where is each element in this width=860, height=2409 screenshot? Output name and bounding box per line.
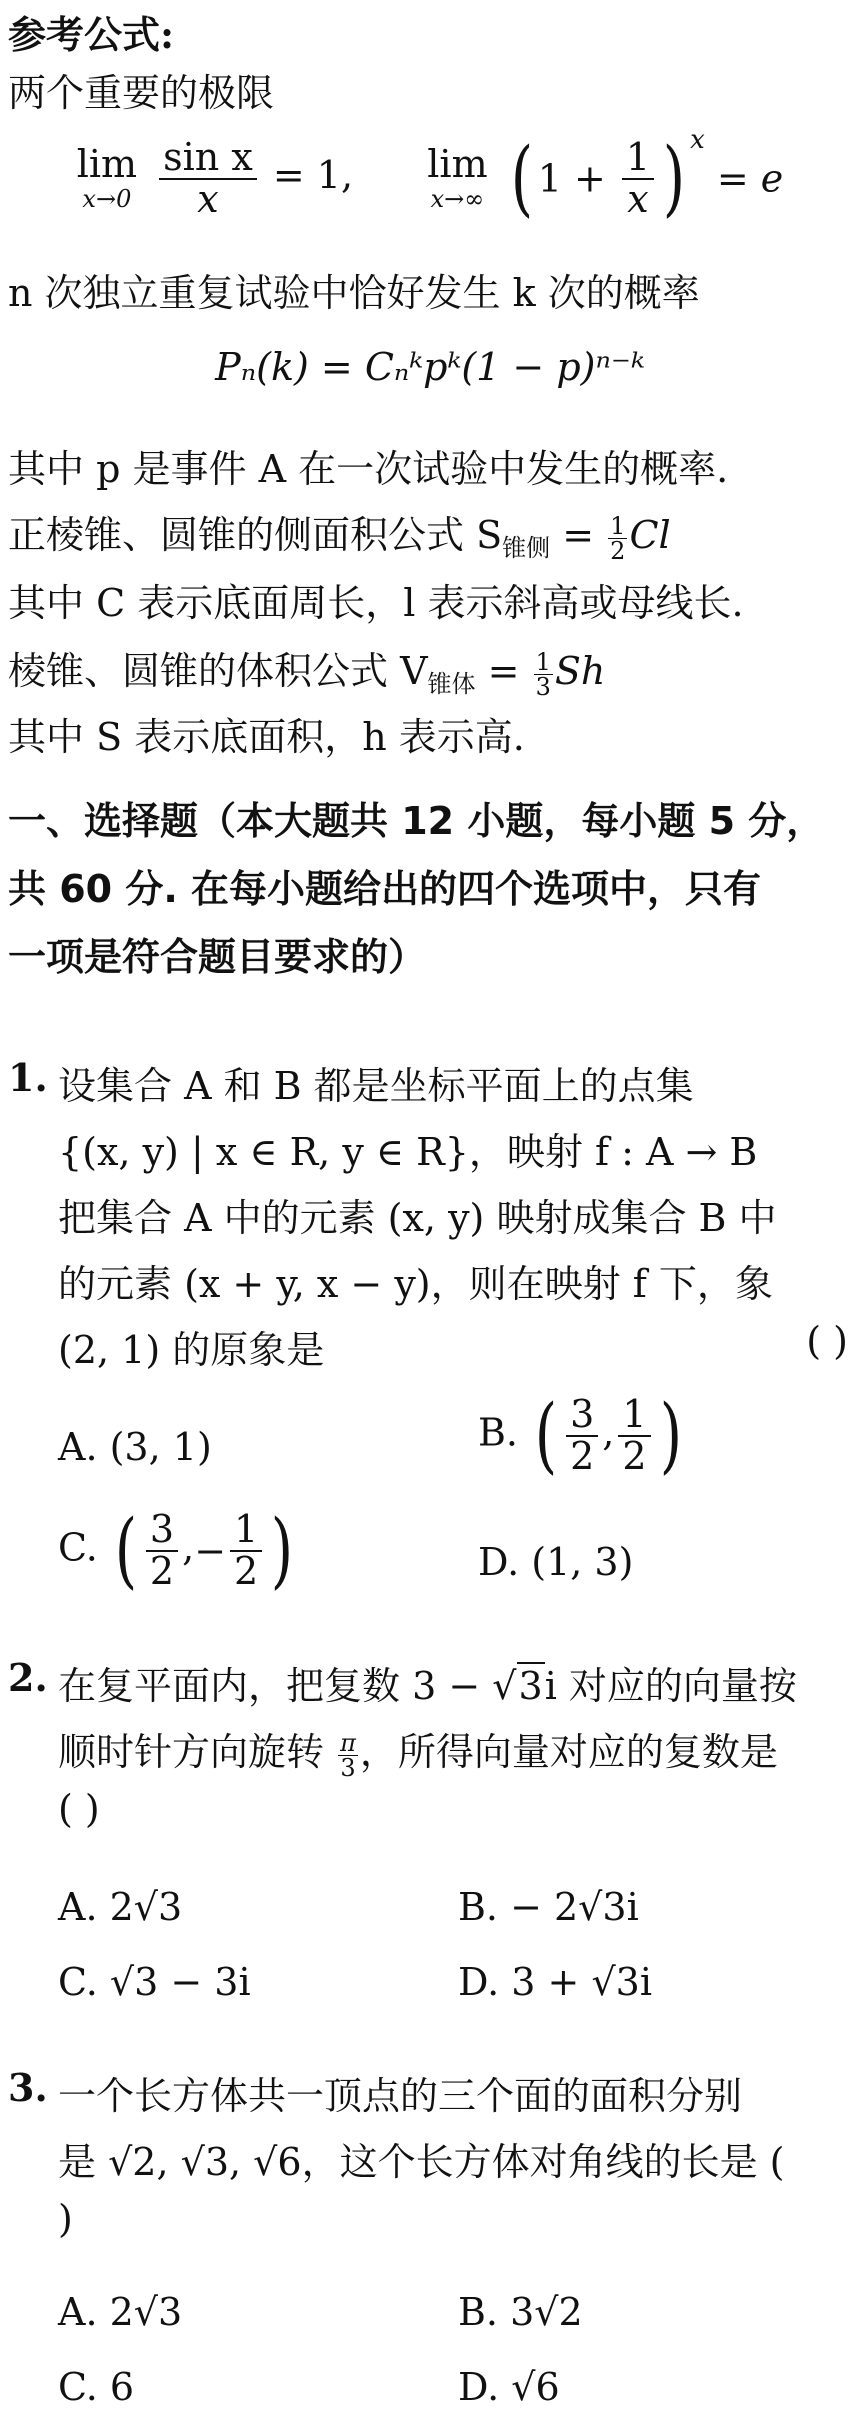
binomial-note: 其中 p 是事件 A 在一次试验中发生的概率. [8, 447, 729, 491]
lateral-tail: Cl [629, 513, 671, 557]
option-d[interactable]: D. √6 [458, 2365, 560, 2409]
option-a[interactable]: A. 2√3 [58, 2290, 183, 2334]
lim2-exponent: x [690, 125, 705, 155]
lateral-eq: = [562, 513, 595, 557]
lateral-text: 正棱锥、圆锥的侧面积公式 S [8, 513, 503, 557]
lim1-rhs: = 1, [272, 153, 354, 197]
lateral-note: 其中 C 表示底面周长，l 表示斜高或母线长. [8, 581, 744, 625]
volume-eq: = [487, 649, 520, 693]
binomial-title: n 次独立重复试验中恰好发生 k 次的概率 [8, 271, 700, 315]
formulas-heading: 参考公式: [8, 12, 175, 57]
q2-line2-b: ，所得向量对应的复数是 [359, 1730, 778, 1774]
binomial-formula: Pₙ(k) = Cₙᵏpᵏ(1 − p)ⁿ⁻ᵏ [215, 345, 645, 389]
lateral-sub: 锥侧 [502, 534, 551, 562]
question-line: 是 √2, √3, √6，这个长方体对角线的长是 ( [58, 2140, 785, 2184]
question-line: (2, 1) 的原象是 [58, 1328, 325, 1372]
lim2-word: lim [427, 142, 488, 187]
option-c-den1: 2 [149, 1549, 175, 1593]
question-line: {(x, y) | x ∈ R, y ∈ R}，映射 f : A → B [58, 1130, 758, 1174]
question-number: 2. [8, 1655, 48, 1700]
option-c-num2: 1 [230, 1510, 262, 1552]
lateral-area-formula [8, 504, 671, 563]
option-b-num2: 1 [618, 1395, 650, 1437]
lim1-fraction [159, 134, 257, 221]
q2-angle-den: 3 [340, 1754, 356, 1782]
q2-line1-a: 在复平面内，把复数 3 − [58, 1664, 481, 1708]
option-d[interactable]: D. (1, 3) [478, 1540, 634, 1584]
volume-tail: Sh [554, 649, 606, 693]
volume-fraction [534, 650, 553, 699]
lim1-word: lim [76, 142, 138, 187]
question-number: 1. [8, 1055, 48, 1100]
volume-numerator: 1 [535, 648, 551, 676]
question-line [58, 1721, 778, 1780]
question-number: 3. [8, 2065, 48, 2110]
option-b-den1: 2 [570, 1434, 595, 1478]
option-c[interactable]: C. 6 [58, 2365, 135, 2409]
option-b[interactable]: B. − 2√3i [458, 1885, 639, 1929]
option-b-den2: 2 [622, 1434, 647, 1478]
lim2-fraction [622, 134, 654, 221]
lim1-operator [77, 144, 137, 212]
option-c-label: C. [58, 1525, 98, 1570]
option-d[interactable]: D. 3 + √3i [458, 1960, 652, 2004]
question-3 [8, 2065, 848, 2409]
volume-denominator: 3 [535, 673, 551, 701]
answer-blank[interactable]: ( ) [806, 1319, 848, 1363]
option-b-num1: 3 [566, 1395, 598, 1437]
volume-sub: 锥体 [427, 670, 476, 698]
volume-formula [8, 640, 605, 699]
volume-note: 其中 S 表示底面积，h 表示高. [8, 715, 525, 759]
option-a[interactable]: A. (3, 1) [58, 1425, 212, 1469]
option-c[interactable]: C. ( $\frac{3}{2}$ ,− $\frac{1}{2}$ ) [58, 1503, 294, 1598]
option-c-den2: 2 [234, 1549, 259, 1593]
question-line: 设集合 A 和 B 都是坐标平面上的点集 [58, 1064, 694, 1108]
question-line: 一个长方体共一顶点的三个面的面积分别 [58, 2074, 743, 2118]
answer-blank[interactable]: ( ) [58, 1787, 100, 1831]
lim2-numerator: 1 [622, 138, 654, 180]
option-b-label: B. [478, 1410, 519, 1455]
option-c[interactable]: C. √3 − 3i [58, 1960, 251, 2004]
question-line: 在复平面内，把复数 3 − √3i 对应的向量按 [58, 1664, 797, 1708]
option-c-num1: 3 [146, 1510, 178, 1552]
lim2-sub: x→∞ [430, 185, 485, 214]
volume-text: 棱锥、圆锥的体积公式 V [8, 649, 428, 693]
answer-blank[interactable]: ) [58, 2197, 73, 2241]
question-1 [8, 1055, 848, 1625]
option-b[interactable]: B. ( $\frac{3}{2}$ , $\frac{1}{2}$ ) [478, 1388, 682, 1483]
option-b[interactable]: B. 3√2 [458, 2290, 583, 2334]
option-a[interactable]: A. 2√3 [58, 1885, 183, 1929]
section-line-1: 一、选择题（本大题共 12 小题，每小题 5 分， [8, 799, 825, 843]
section-line-2: 共 60 分. 在每小题给出的四个选项中，只有 [8, 867, 762, 911]
lateral-denominator: 2 [610, 537, 626, 565]
q2-angle-num: π [340, 1729, 356, 1757]
question-2 [8, 1655, 848, 2025]
q2-line1-b: i 对应的向量按 [544, 1664, 797, 1708]
section-line-3: 一项是符合题目要求的） [8, 935, 427, 979]
q2-radicand: 3 [518, 1664, 543, 1708]
lim2-denominator: x [627, 176, 649, 221]
lim1-numerator: sin x [159, 138, 257, 180]
question-line: 的元素 (x + y, x − y)，则在映射 f 下，象 [58, 1262, 773, 1306]
question-line: 把集合 A 中的元素 (x, y) 映射成集合 B 中 [58, 1196, 777, 1240]
lim1-denominator: x [197, 176, 219, 221]
lateral-fraction [608, 514, 627, 563]
lateral-numerator: 1 [610, 512, 626, 540]
limits-formula: lim x→0 $\frac{\text{sin x}}{x}$ = 1, lim x→∞ ( 1 + $\frac{1}{x}$ ) $^x$ = e [76, 125, 784, 226]
lim1-sub: x→0 [82, 185, 132, 214]
limits-title: 两个重要的极限 [8, 71, 275, 115]
lim2-operator [427, 144, 487, 212]
lim2-rhs: = e [716, 156, 784, 201]
q2-line2-a: 顺时针方向旋转 [58, 1730, 325, 1774]
